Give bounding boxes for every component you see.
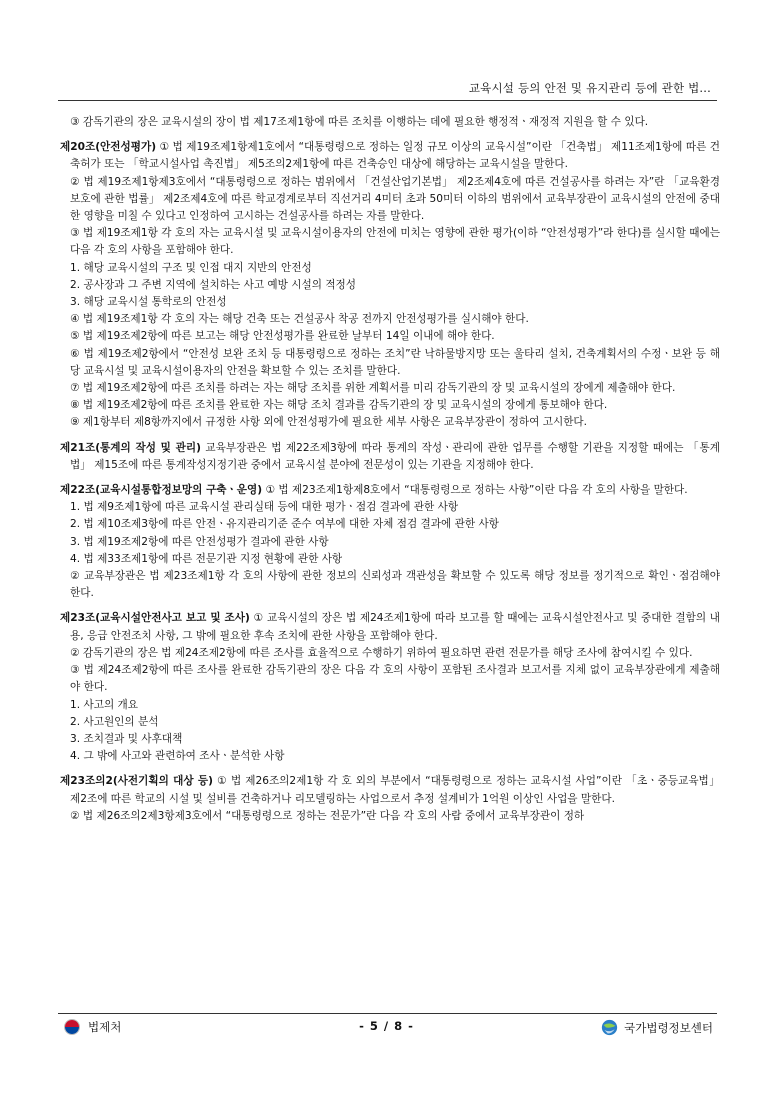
paragraph-text: ② 법 제19조제1항제3호에서 “대통령령으로 정하는 범위에서 「건설산업기본법」 제2조제4호에 따른 건설공사를 하려는 자”란 「교육환경 보호에 관한 법률」 제2조제4호에 따른 학교경계로부터 직선거리 4미터 초과 50미터 이하의 범위에서 교육부장관이 교육시설의 안전에 중대한 영향을 미칠 수 있다고 인정하여 고시하는 건설공사를 하려는 자를 말한다. bbox=[70, 175, 720, 223]
paragraph-text: ① 교육시설의 장은 법 제24조제1항에 따라 보고를 할 때에는 교육시설안전사고 및 중대한 결함의 내용, 응급 안전조치 사항, 그 밖에 필요한 후속 조치에 관한 사항을 포함해야 한다. bbox=[70, 612, 720, 642]
paragraph bbox=[60, 808, 720, 825]
paragraph bbox=[60, 114, 720, 131]
paragraph bbox=[60, 714, 720, 731]
footer-source-label: 법제처 bbox=[88, 1020, 122, 1034]
paragraph bbox=[60, 311, 720, 328]
paragraph-text: ⑥ 법 제19조제2항에서 “안전성 보완 조치 등 대통령령으로 정하는 조치”란 낙하물방지망 또는 울타리 설치, 건축계획서의 수정ㆍ보완 등 해당 교육시설 및 교육시설이용자의 안전을 확보할 수 있는 조치를 말한다. bbox=[70, 347, 720, 377]
article-heading: 제21조(통계의 작성 및 관리) bbox=[60, 441, 201, 454]
paragraph bbox=[60, 380, 720, 397]
paragraph-text: ② 교육부장관은 법 제23조제1항 각 호의 사항에 관한 정보의 신뢰성과 객관성을 확보할 수 있도록 해당 정보를 정기적으로 확인ㆍ점검해야 한다. bbox=[70, 570, 720, 600]
paragraph bbox=[60, 551, 720, 568]
article-heading: 제22조(교육시설통합정보망의 구축ㆍ운영) bbox=[60, 484, 263, 497]
paragraph bbox=[60, 328, 720, 345]
paragraph-text: 3. 법 제19조제2항에 따른 안전성평가 결과에 관한 사항 bbox=[70, 535, 329, 548]
paragraph bbox=[60, 294, 720, 311]
article-paragraph bbox=[60, 139, 720, 173]
paragraph bbox=[60, 748, 720, 765]
article-paragraph bbox=[60, 773, 720, 807]
footer-divider bbox=[58, 1013, 717, 1014]
paragraph-text: 2. 법 제10조제3항에 따른 안전ㆍ유지관리기준 준수 여부에 대한 자체 점검 결과에 관한 사항 bbox=[70, 518, 499, 531]
paragraph bbox=[60, 260, 720, 277]
paragraph bbox=[60, 731, 720, 748]
paragraph bbox=[60, 414, 720, 431]
paragraph bbox=[60, 697, 720, 714]
globe-logo-icon bbox=[601, 1019, 618, 1036]
article-paragraph bbox=[60, 610, 720, 644]
page-number: - 5 / 8 - bbox=[359, 1019, 414, 1033]
paragraph bbox=[60, 225, 720, 259]
paragraph-text: 1. 해당 교육시설의 구조 및 인접 대지 지반의 안전성 bbox=[70, 261, 312, 274]
article-heading: 제23조의2(사전기획의 대상 등) bbox=[60, 775, 213, 788]
paragraph bbox=[60, 499, 720, 516]
paragraph bbox=[60, 516, 720, 533]
paragraph bbox=[60, 645, 720, 662]
paragraph-text: ⑤ 법 제19조제2항에 따른 보고는 해당 안전성평가를 완료한 날부터 14일 이내에 해야 한다. bbox=[70, 330, 495, 343]
paragraph bbox=[60, 346, 720, 380]
paragraph bbox=[60, 568, 720, 602]
paragraph-text: ⑦ 법 제19조제2항에 따른 조치를 하려는 자는 해당 조치를 위한 계획서를 미리 감독기관의 장 및 교육시설의 장에게 제출해야 한다. bbox=[70, 382, 676, 395]
paragraph-text: 2. 공사장과 그 주변 지역에 설치하는 사고 예방 시설의 적정성 bbox=[70, 278, 357, 291]
paragraph-text: ② 법 제26조의2제3항제3호에서 “대통령령으로 정하는 전문가”란 다음 각 호의 사람 중에서 교육부장관이 정하 bbox=[70, 809, 585, 822]
paragraph-text: 4. 그 밖에 사고와 관련하여 조사ㆍ분석한 사항 bbox=[70, 750, 285, 763]
header-title: 교육시설 등의 안전 및 유지관리 등에 관한 법... bbox=[468, 81, 711, 95]
article-heading: 제23조(교육시설안전사고 보고 및 조사) bbox=[60, 612, 250, 625]
paragraph-text: ① 법 제23조제1항제8호에서 “대통령령으로 정하는 사항”이란 다음 각 호의 사항을 말한다. bbox=[262, 484, 688, 497]
paragraph bbox=[60, 662, 720, 696]
header-divider bbox=[58, 100, 717, 101]
paragraph bbox=[60, 397, 720, 414]
paragraph-text: ③ 법 제24조제2항에 따른 조사를 완료한 감독기관의 장은 다음 각 호의 사항이 포함된 조사결과 보고서를 지체 없이 교육부장관에게 제출해야 한다. bbox=[70, 664, 720, 694]
paragraph-text: 3. 조치결과 및 사후대책 bbox=[70, 732, 183, 745]
paragraph-text: ⑨ 제1항부터 제8항까지에서 규정한 사항 외에 안전성평가에 필요한 세부 사항은 교육부장관이 정하여 고시한다. bbox=[70, 416, 588, 429]
article-heading: 제20조(안전성평가) bbox=[60, 141, 157, 154]
footer-center-label: 국가법령정보센터 bbox=[624, 1020, 713, 1035]
paragraph-text: ② 감독기관의 장은 법 제24조제2항에 따른 조사를 효율적으로 수행하기 위하여 필요하면 관련 전문가를 해당 조사에 참여시킬 수 있다. bbox=[70, 646, 693, 659]
paragraph-text: ⑧ 법 제19조제2항에 따른 조치를 완료한 자는 해당 조치 결과를 감독기관의 장 및 교육시설의 장에게 통보해야 한다. bbox=[70, 399, 608, 412]
document-body bbox=[60, 114, 720, 825]
paragraph-text: 1. 법 제9조제1항에 따른 교육시설 관리실태 등에 대한 평가ㆍ점검 결과에 관한 사항 bbox=[70, 501, 459, 514]
paragraph-text: 2. 사고원인의 분석 bbox=[70, 715, 159, 728]
paragraph-text: 4. 법 제33조제1항에 따른 전문기관 지정 현황에 관한 사항 bbox=[70, 552, 343, 565]
paragraph-text: ④ 법 제19조제1항 각 호의 자는 해당 건축 또는 건설공사 착공 전까지 안전성평가를 실시해야 한다. bbox=[70, 313, 529, 326]
article-paragraph bbox=[60, 482, 720, 499]
article-paragraph bbox=[60, 440, 720, 474]
paragraph-text: ① 법 제26조의2제1항 각 호 외의 부분에서 “대통령령으로 정하는 교육시설 사업”이란 「초ㆍ중등교육법」 제2조에 따른 학교의 시설 및 설비를 건축하거나 리모델링하는 사업으로서 추정 설계비가 1억원 이상인 사업을 말한다. bbox=[70, 775, 720, 805]
paragraph-text: ③ 감독기관의 장은 교육시설의 장이 법 제17조제1항에 따른 조치를 이행하는 데에 필요한 행정적ㆍ재정적 지원을 할 수 있다. bbox=[70, 116, 649, 128]
paragraph-text: 교육부장관은 법 제22조제3항에 따라 통계의 작성ㆍ관리에 관한 업무를 수행할 기관을 지정할 때에는 「통계법」 제15조에 따른 통계작성지정기관 중에서 교육시설 분야에 전문성이 있는 기관을 지정해야 한다. bbox=[70, 441, 720, 471]
paragraph-text: 3. 해당 교육시설 통학로의 안전성 bbox=[70, 296, 227, 309]
paragraph-text: 1. 사고의 개요 bbox=[70, 698, 139, 711]
paragraph-text: ① 법 제19조제1항제1호에서 “대통령령으로 정하는 일정 규모 이상의 교육시설”이란 「건축법」 제11조제1항에 따른 건축허가 또는 「학교시설사업 촉진법」 제5조의2제1항에 따른 건축승인 대상에 해당하는 교육시설을 말한다. bbox=[70, 141, 720, 171]
paragraph-text: ③ 법 제19조제1항 각 호의 자는 교육시설 및 교육시설이용자의 안전에 미치는 영향에 관한 평가(이하 “안전성평가”라 한다)를 실시할 때에는 다음 각 호의 사항을 포함해야 한다. bbox=[70, 227, 720, 257]
footer-center-name bbox=[601, 1019, 713, 1036]
paragraph bbox=[60, 534, 720, 551]
paragraph bbox=[60, 277, 720, 294]
paragraph bbox=[60, 174, 720, 226]
